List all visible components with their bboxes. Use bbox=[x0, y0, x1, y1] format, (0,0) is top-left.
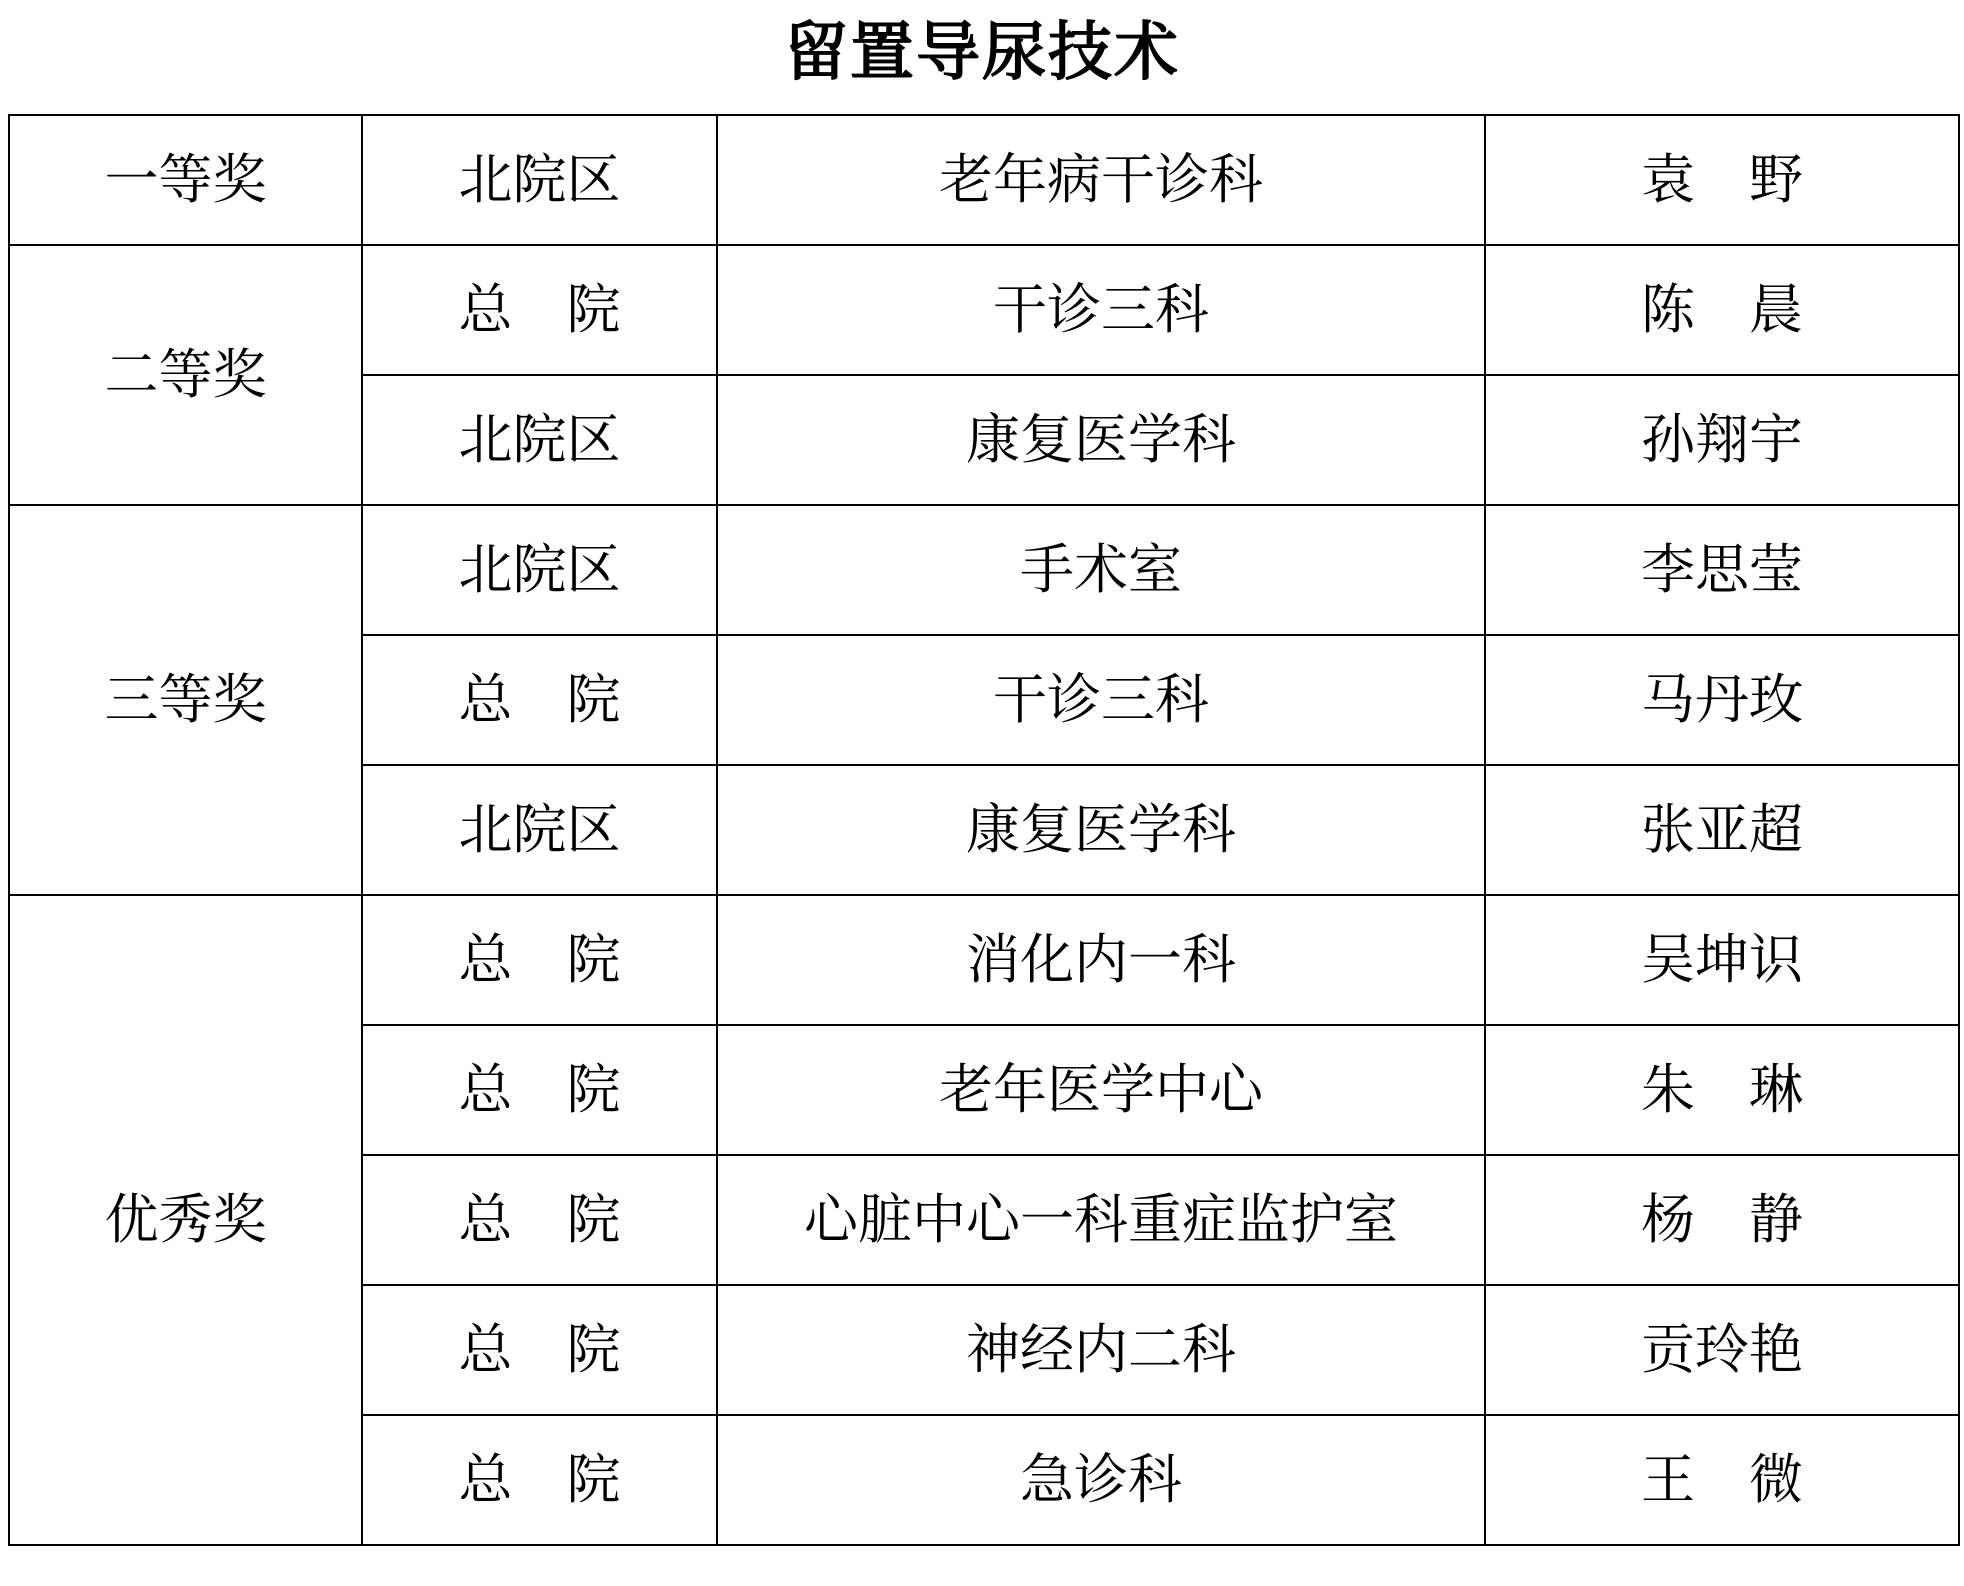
department-cell: 手术室 bbox=[717, 505, 1485, 635]
winner-name-cell: 孙翔宇 bbox=[1485, 375, 1959, 505]
winner-name-cell: 杨 静 bbox=[1485, 1155, 1959, 1285]
campus-cell: 总 院 bbox=[362, 1155, 717, 1285]
department-cell: 康复医学科 bbox=[717, 375, 1485, 505]
table-row bbox=[9, 895, 1959, 1025]
campus-cell: 总 院 bbox=[362, 1025, 717, 1155]
campus-cell: 总 院 bbox=[362, 635, 717, 765]
department-cell: 老年病干诊科 bbox=[717, 115, 1485, 245]
department-cell: 心脏中心一科重症监护室 bbox=[717, 1155, 1485, 1285]
table-row bbox=[9, 115, 1959, 245]
award-table-body bbox=[9, 115, 1959, 1545]
table-row bbox=[9, 245, 1959, 375]
campus-cell: 总 院 bbox=[362, 1415, 717, 1545]
department-cell: 神经内二科 bbox=[717, 1285, 1485, 1415]
winner-name-cell: 李思莹 bbox=[1485, 505, 1959, 635]
winner-name-cell: 马丹玫 bbox=[1485, 635, 1959, 765]
winner-name-cell: 袁 野 bbox=[1485, 115, 1959, 245]
winner-name-cell: 王 微 bbox=[1485, 1415, 1959, 1545]
winner-name-cell: 张亚超 bbox=[1485, 765, 1959, 895]
winner-name-cell: 朱 琳 bbox=[1485, 1025, 1959, 1155]
campus-cell: 北院区 bbox=[362, 375, 717, 505]
document-title: 留置导尿技术 bbox=[784, 15, 1180, 90]
department-cell: 急诊科 bbox=[717, 1415, 1485, 1545]
campus-cell: 总 院 bbox=[362, 1285, 717, 1415]
winner-name-cell: 吴坤识 bbox=[1485, 895, 1959, 1025]
campus-cell: 北院区 bbox=[362, 115, 717, 245]
department-cell: 干诊三科 bbox=[717, 245, 1485, 375]
award-level-cell: 优秀奖 bbox=[9, 895, 362, 1545]
campus-cell: 北院区 bbox=[362, 765, 717, 895]
winner-name-cell: 贡玲艳 bbox=[1485, 1285, 1959, 1415]
campus-cell: 总 院 bbox=[362, 245, 717, 375]
campus-cell: 总 院 bbox=[362, 895, 717, 1025]
award-level-cell: 一等奖 bbox=[9, 115, 362, 245]
department-cell: 老年医学中心 bbox=[717, 1025, 1485, 1155]
winner-name-cell: 陈 晨 bbox=[1485, 245, 1959, 375]
award-table bbox=[8, 114, 1960, 1546]
award-level-cell: 三等奖 bbox=[9, 505, 362, 895]
award-level-cell: 二等奖 bbox=[9, 245, 362, 505]
campus-cell: 北院区 bbox=[362, 505, 717, 635]
table-row bbox=[9, 505, 1959, 635]
department-cell: 干诊三科 bbox=[717, 635, 1485, 765]
department-cell: 消化内一科 bbox=[717, 895, 1485, 1025]
department-cell: 康复医学科 bbox=[717, 765, 1485, 895]
